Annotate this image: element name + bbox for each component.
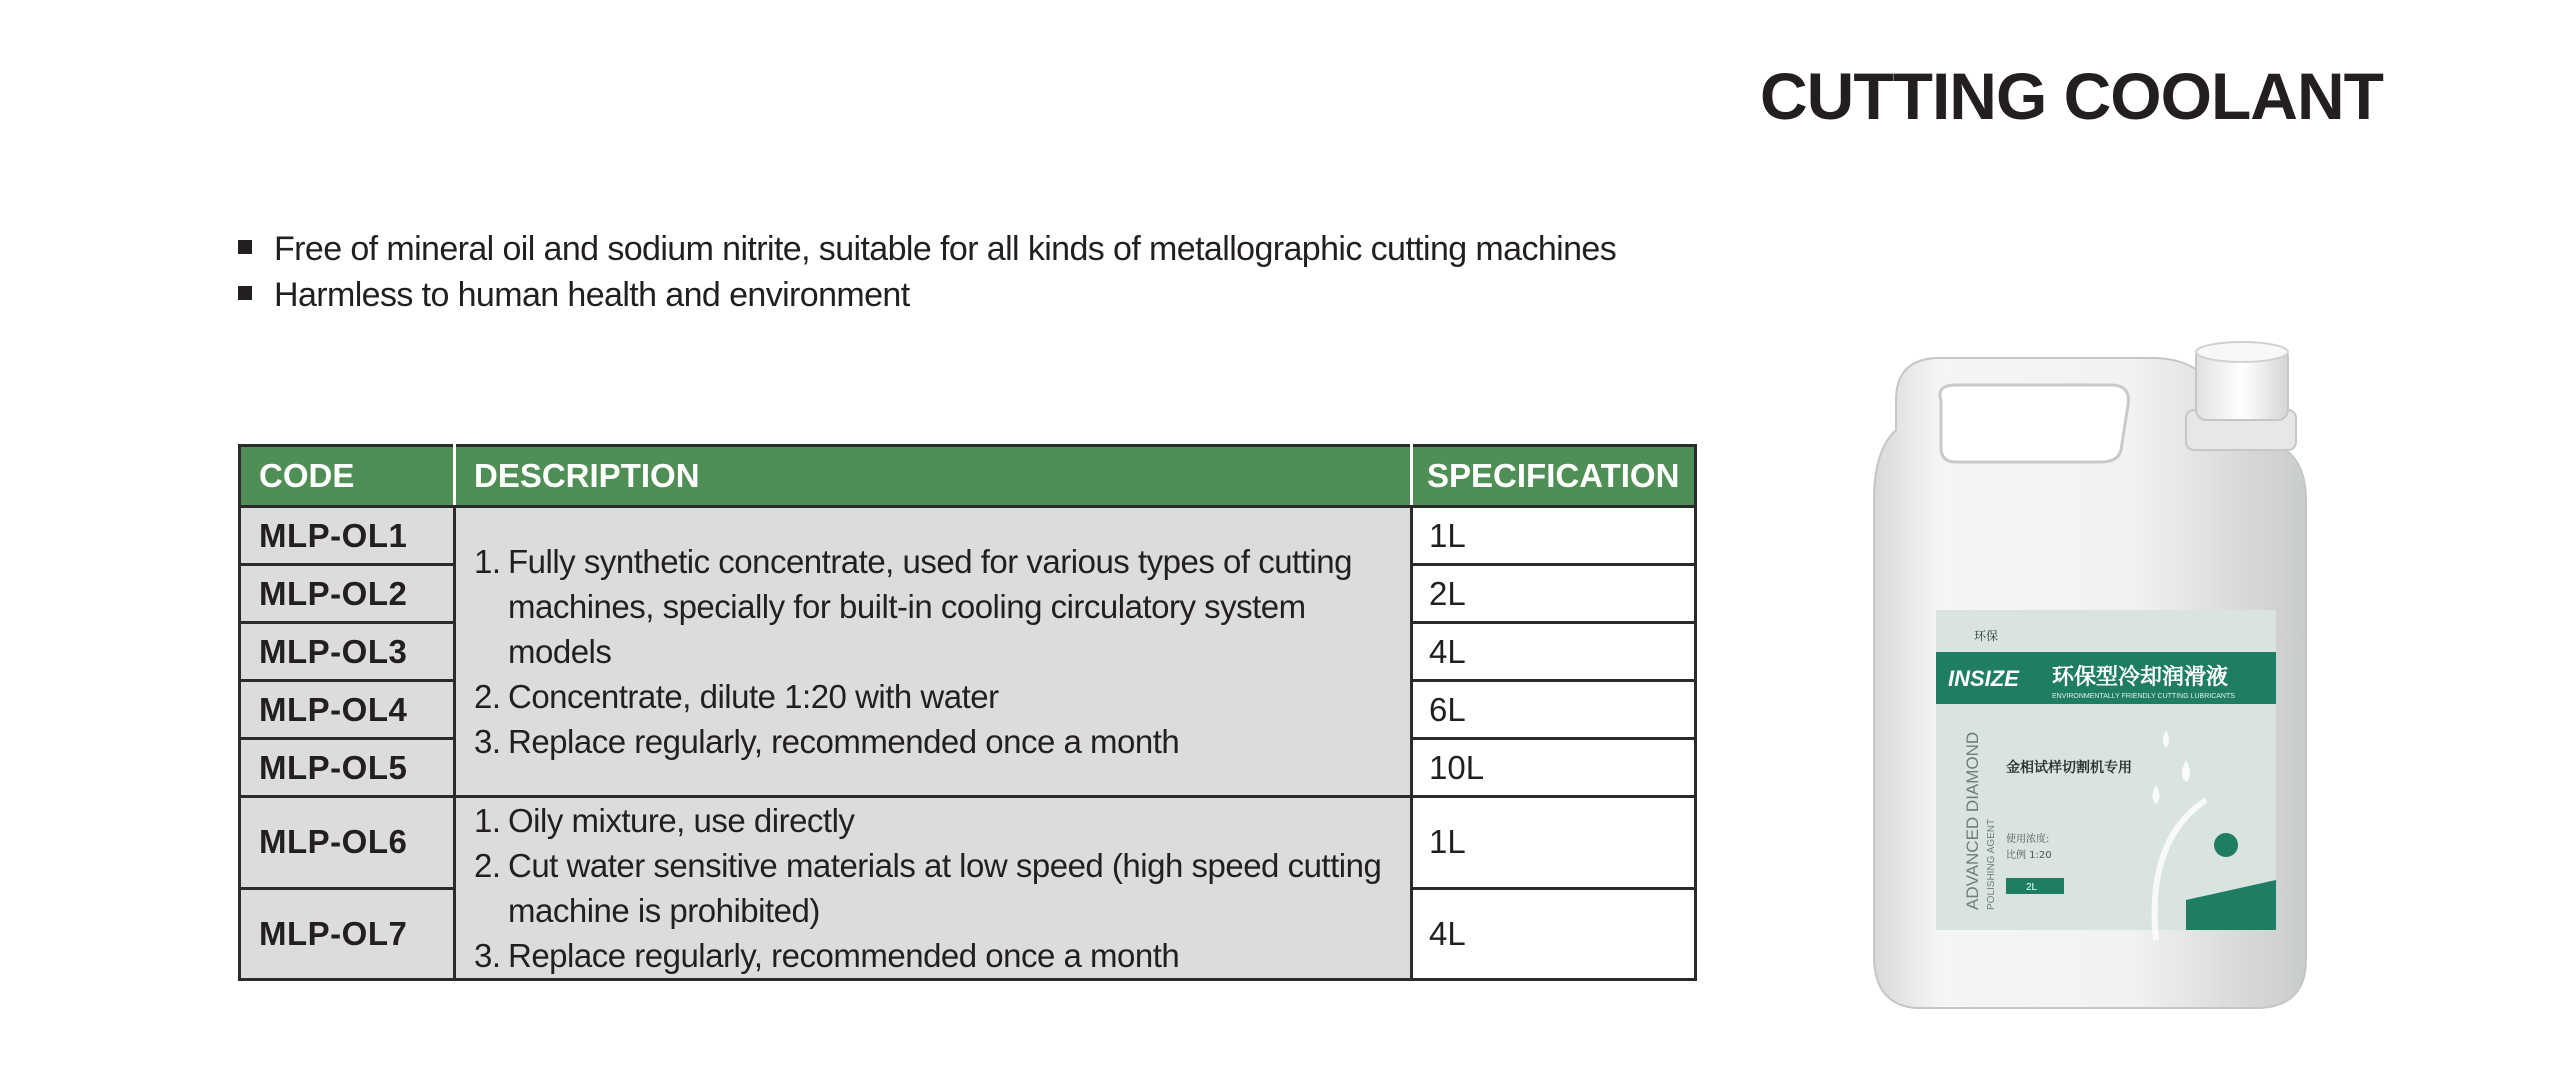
- table-row: [240, 507, 1696, 565]
- code-cell: MLP-OL4: [240, 681, 455, 739]
- spec-cell: 10L: [1412, 739, 1696, 797]
- item-number: 3.: [474, 937, 501, 974]
- item-number: 3.: [474, 723, 501, 760]
- item-number: 2.: [474, 847, 501, 884]
- code-cell: MLP-OL7: [240, 888, 455, 980]
- green-dot-icon: [2214, 833, 2238, 857]
- label-line-1: 金相试样切割机专用: [2006, 760, 2132, 776]
- feature-item: [238, 272, 1616, 318]
- header-specification: SPECIFICATION: [1412, 446, 1696, 507]
- item-number: 1.: [474, 543, 501, 580]
- spec-cell: 4L: [1412, 888, 1696, 980]
- table-row: [240, 797, 1696, 889]
- label-line-3: 比例 1:20: [2006, 850, 2052, 861]
- bottle-handle-hole: [1940, 385, 2128, 462]
- bottle-cap-top: [2196, 342, 2288, 362]
- spec-cell: 1L: [1412, 797, 1696, 889]
- item-text: Cut water sensitive materials at low speed (high speed cutting machine is prohibited): [508, 847, 1382, 929]
- description-item: [474, 674, 1398, 719]
- item-text: Concentrate, dilute 1:20 with water: [508, 678, 999, 715]
- label-small-top: 环保: [1974, 629, 1999, 643]
- code-cell: MLP-OL5: [240, 739, 455, 797]
- feature-list: [238, 226, 1616, 318]
- description-item: [474, 933, 1398, 978]
- label-line-2: 使用浓度:: [2006, 834, 2050, 845]
- spec-table: [238, 444, 1697, 981]
- square-bullet-icon: [238, 240, 252, 254]
- square-bullet-icon: [238, 286, 252, 300]
- description-list: [474, 539, 1398, 764]
- label-chinese-title: 环保型冷却润滑液: [2052, 665, 2229, 690]
- code-cell: MLP-OL1: [240, 507, 455, 565]
- label-vertical-1: ADVANCED DIAMOND: [1963, 731, 1982, 910]
- code-cell: MLP-OL2: [240, 565, 455, 623]
- feature-item: [238, 226, 1616, 272]
- spec-cell: 2L: [1412, 565, 1696, 623]
- description-cell-group1: [455, 507, 1412, 797]
- spec-cell: 6L: [1412, 681, 1696, 739]
- table-header-row: [240, 446, 1696, 507]
- item-number: 1.: [474, 802, 501, 839]
- feature-text: Free of mineral oil and sodium nitrite, suitable for all kinds of metallographic cutting machines: [274, 230, 1617, 268]
- spec-cell: 1L: [1412, 507, 1696, 565]
- feature-text: Harmless to human health and environment: [274, 276, 910, 314]
- item-text: Replace regularly, recommended once a month: [508, 937, 1180, 974]
- label-capacity: 2L: [2026, 882, 2038, 893]
- page-title: CUTTING COOLANT: [1760, 59, 2383, 133]
- product-bottle-image: [1856, 340, 2326, 1020]
- item-text: Replace regularly, recommended once a month: [508, 723, 1180, 760]
- spec-cell: 4L: [1412, 623, 1696, 681]
- description-item: [474, 719, 1398, 764]
- header-code: CODE: [240, 446, 455, 507]
- label-brand: INSIZE: [1948, 666, 2019, 691]
- description-item: [474, 843, 1398, 933]
- description-item: [474, 798, 1398, 843]
- description-item: [474, 539, 1398, 674]
- item-text: Fully synthetic concentrate, used for various types of cutting machines, specially for built-in cooling circulatory system models: [508, 543, 1352, 670]
- item-text: Oily mixture, use directly: [508, 802, 855, 839]
- item-number: 2.: [474, 678, 501, 715]
- header-description: DESCRIPTION: [455, 446, 1412, 507]
- code-cell: MLP-OL3: [240, 623, 455, 681]
- label-english-subtitle: ENVIRONMENTALLY FRIENDLY CUTTING LUBRICANTS: [2052, 693, 2235, 700]
- description-cell-group2: [455, 797, 1412, 980]
- description-list: [474, 798, 1398, 978]
- code-cell: MLP-OL6: [240, 797, 455, 889]
- label-vertical-2: POLISHING AGENT: [1986, 818, 1997, 910]
